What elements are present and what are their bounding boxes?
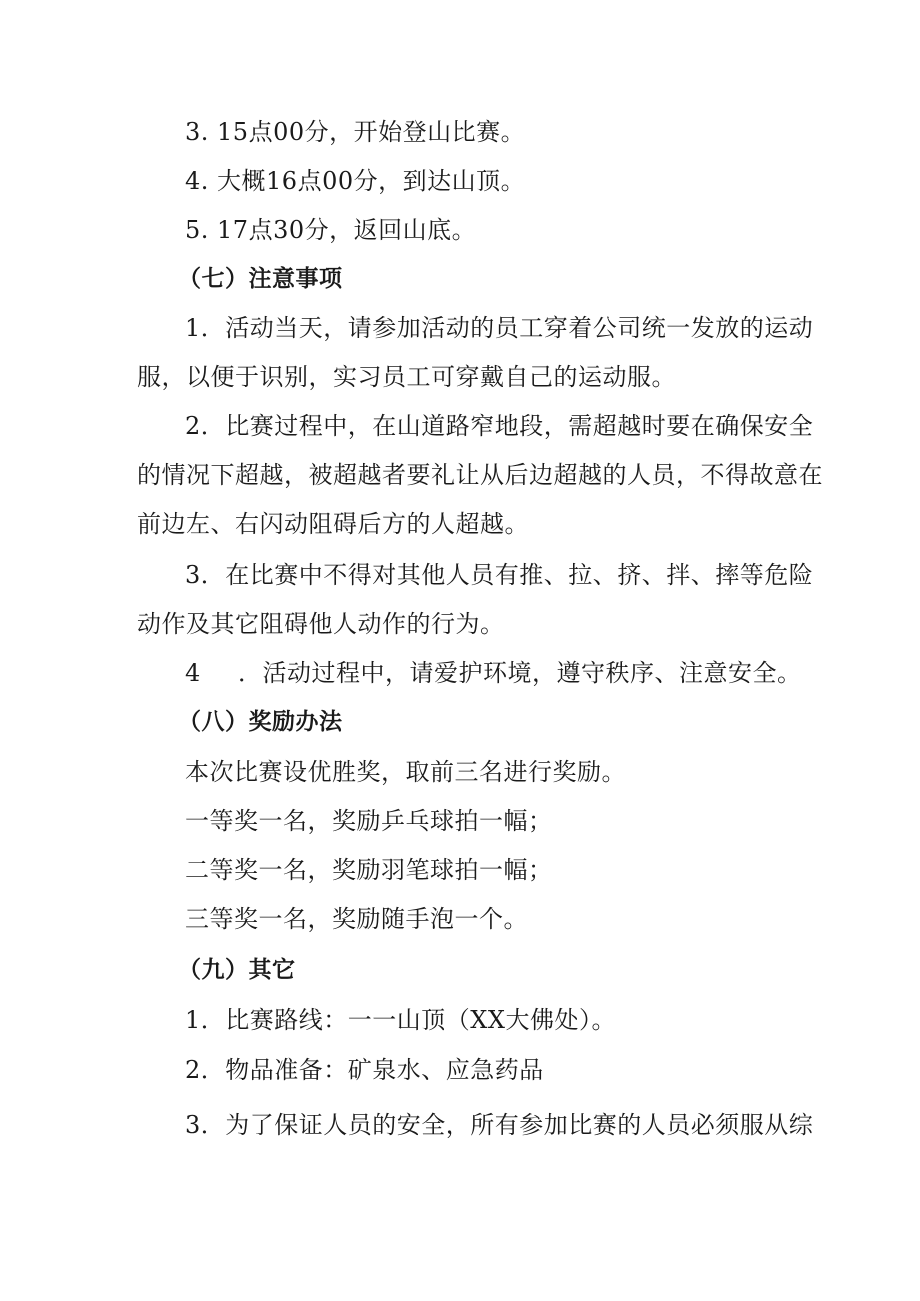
awards-third-prize: 三等奖一名，奖励随手泡一个。 [185, 905, 528, 933]
other-item-3: 3．为了保证人员的安全，所有参加比赛的人员必须服从综 [185, 1111, 814, 1139]
notes-item-4-text: ．活动过程中，请爱护环境，遵守秩序、注意安全。 [238, 659, 802, 687]
other-item-2: 2．物品准备：矿泉水、应急药品 [185, 1056, 544, 1084]
schedule-item-5: 5. 17点30分，返回山底。 [185, 216, 477, 244]
notes-item-3-line-1: 3．在比赛中不得对其他人员有推、拉、挤、拌、摔等危险 [185, 561, 814, 589]
notes-item-2-line-2: 的情况下超越，被超越者要礼让从后边超越的人员，不得故意在 [137, 461, 823, 489]
awards-second-prize: 二等奖一名，奖励羽笔球拍一幅； [185, 856, 553, 884]
notes-item-2-line-1: 2．比赛过程中，在山道路窄地段，需超越时要在确保安全 [185, 412, 814, 440]
section-heading-awards: （八）奖励办法 [178, 709, 343, 735]
schedule-item-4: 4. 大概16点00分，到达山顶。 [185, 167, 526, 195]
awards-intro: 本次比赛设优胜奖，取前三名进行奖励。 [185, 758, 626, 786]
section-heading-notes: （七）注意事项 [178, 266, 343, 292]
notes-item-2-line-3: 前边左、右闪动阻碍后方的人超越。 [137, 510, 529, 538]
awards-first-prize: 一等奖一名，奖励乒乓球拍一幅； [185, 807, 553, 835]
notes-item-3-line-2: 动作及其它阻碍他人动作的行为。 [137, 610, 505, 638]
notes-item-1-line-1: 1．活动当天，请参加活动的员工穿着公司统一发放的运动 [185, 314, 814, 342]
notes-item-4-number: 4 [185, 659, 201, 687]
other-item-1: 1．比赛路线：一一山顶（XX大佛处）。 [185, 1006, 616, 1034]
schedule-item-3: 3. 15点00分，开始登山比赛。 [185, 118, 526, 146]
section-heading-other: （九）其它 [178, 957, 296, 983]
notes-item-1-line-2: 服，以便于识别，实习员工可穿戴自己的运动服。 [137, 363, 676, 391]
